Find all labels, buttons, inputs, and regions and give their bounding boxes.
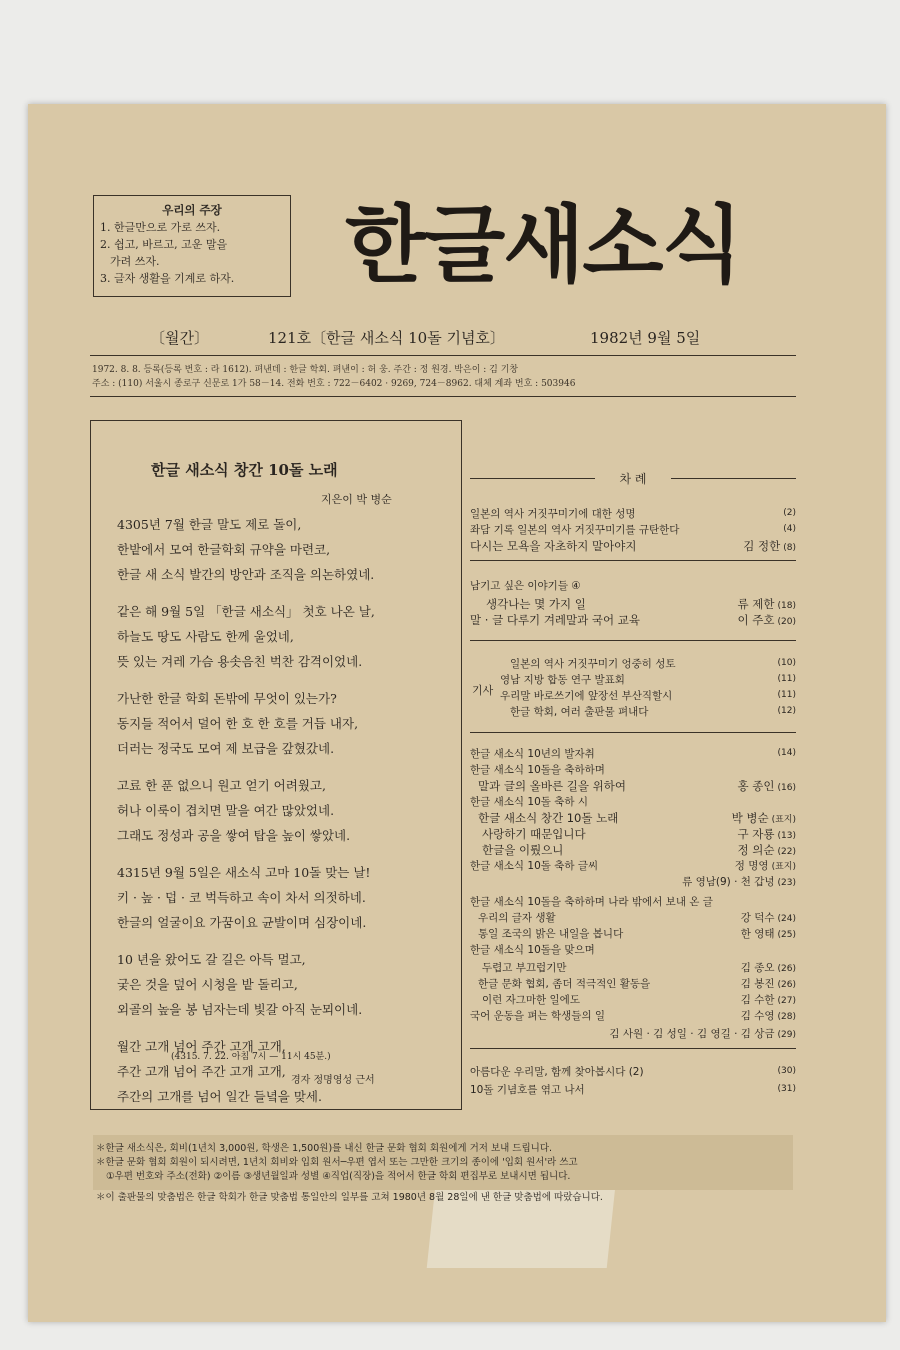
toc-entry-label: 한글 새소식 10돌을 맞으며 [470,944,595,956]
toc-entry-page: (30) [777,1066,796,1076]
toc-entry-meta [775,672,796,684]
toc-entry-page: (31) [777,1084,796,1094]
poem-line: 외골의 높을 봉 넘자는데 빛갈 아직 눈뫼이네. [117,1002,363,1017]
toc-entry-page: (8) [783,543,796,553]
toc-entry-page: (11) [777,674,796,684]
toc-entry [470,858,598,873]
toc-entry-meta [780,506,796,518]
toc-entry-meta [775,1082,796,1094]
toc-entry-label: 좌담 기록 일본의 역사 거짓꾸미기를 규탄한다 [470,524,680,536]
toc-entry [470,894,713,909]
toc-entry-meta [738,826,796,842]
toc-entry-author: 강 덕수 [740,912,775,924]
toc-entry-meta [732,810,796,826]
poem-author: 지은이 박 병순 [321,493,392,506]
divider [90,355,796,356]
toc-entry-page: (2) [783,508,796,518]
toc-entry [478,778,626,794]
toc-entry-meta [741,926,796,941]
toc-entry-label: 10돌 기념호를 엮고 나서 [470,1084,585,1096]
toc-entry [478,976,650,991]
claim-item: 1. 한글만으로 가로 쓰자. [100,221,221,234]
toc-entry-label: 통일 조국의 밝은 내일을 봅니다 [478,928,624,940]
toc-entry [470,1082,585,1097]
toc-entry-author: 김 정한 [743,539,781,553]
poem-signature: 경자 정명영성 근서 [291,1075,375,1086]
toc-entry-label: 영남 지방 합동 연구 발표회 [500,674,625,686]
toc-entry-label: 다시는 모욕을 자초하지 말아야지 [470,539,637,553]
toc-entry-author: 김 수영 [740,1010,775,1022]
toc-entry [478,926,623,941]
toc-entry-page: (25) [777,930,796,940]
poem-line: 한글의 얼굴이요 가꿈이요 균발이며 심장이네. [117,915,367,930]
poem-line: 4315년 9월 5일은 새소식 고마 10돌 맞는 날! [117,865,371,880]
toc-entry-label: 한글 새소식 10돌을 축하하며 나라 밖에서 보내 온 글 [470,896,713,908]
toc-entry-meta [743,538,796,554]
toc-entry-meta [775,688,796,700]
toc-entry-meta [741,910,796,925]
toc-entry-label: 사랑하기 때문입니다 [482,827,586,841]
note-line: ＊이 출판물의 맞춤법은 한글 학회가 한글 맞춤법 통일안의 일부를 고쳐 1980년 8월 28일에 낸 한글 맞춤법에 따랐습니다. [96,1192,603,1203]
toc-entry-meta [775,746,796,758]
toc-entry [470,1008,605,1023]
toc-entry-page: (29) [777,1030,796,1040]
toc-entry-author: 김 사원 · 김 성일 · 김 영길 · 김 상금 [609,1028,775,1040]
poem-note: (4315. 7. 22. 아침 7시 — 11시 45분.) [171,1052,331,1062]
toc-entry-meta [741,992,796,1007]
toc-entry-label: 한글 새소식 10돌을 축하하며 [470,764,605,776]
toc-divider [470,732,796,733]
poem-line: 한글 새 소식 발간의 방안과 조직을 의논하였네. [117,567,375,582]
poem-line: 하늘도 땅도 사람도 한께 울었네, [117,629,294,644]
poem-line: 더러는 정국도 모여 제 보급을 갚혔갔네. [117,741,335,756]
toc-entry [470,612,640,628]
poem-line: 궂은 것을 덮어 시청을 밭 돌리고, [117,977,298,992]
toc-entry-page: (11) [777,690,796,700]
toc-entry [470,762,605,777]
toc-entry-meta [793,762,796,774]
toc-entry-page: (12) [777,706,796,716]
toc-entry-meta [780,522,796,534]
toc-entry [486,596,586,612]
toc-entry [500,672,625,687]
toc-entry-meta [793,578,796,590]
toc-entry-author: 정 명영 [734,860,769,872]
issue-frequency: 〔월간〕 [150,329,209,347]
toc-entry-label: 한글 새소식 10돌 축하 글씨 [470,860,599,872]
toc-entry-page: (14) [777,748,796,758]
toc-entry-page: (20) [777,617,796,627]
toc-entry-label: 두렵고 부끄럽기만 [482,962,567,974]
toc-entry-page: (10) [777,658,796,668]
toc-entry-page: (16) [777,783,796,793]
claims-box [93,195,291,297]
toc-entry-meta [741,1008,796,1023]
toc-entry [500,688,672,703]
toc-entry-label: 이런 자그마한 일에도 [482,994,580,1006]
toc-entry-label: 우리의 글자 생활 [478,912,556,924]
toc-entry [470,746,595,761]
toc-title: 차 례 [619,472,647,486]
toc-entry-page: (28) [777,1012,796,1022]
poem-line: 고료 한 푼 없으니 원고 얻기 어려웠고, [117,778,326,793]
poem-line: 동지들 적어서 덜어 한 호 한 호를 거듭 내자, [117,716,359,731]
toc-entry-page: (22) [777,847,796,857]
toc-entry-label: 말과 글의 올바른 길을 위하여 [478,779,626,793]
toc-entry-meta [738,612,796,628]
toc-entry-meta [738,596,796,612]
toc-entry-meta [775,704,796,716]
toc-entry-page: (4) [783,524,796,534]
poem-line: 월간 고개 넘어 주간 고개 고개, [117,1039,286,1054]
poem-line: 같은 해 9월 5일 「한글 새소식」 첫호 나온 날, [117,604,375,619]
toc-entry-page: (23) [777,878,796,888]
claim-item: 가려 쓰자. [110,255,160,268]
toc-entry [470,522,679,537]
toc-entry [470,578,581,593]
toc-entry [510,704,648,719]
toc-entry-meta [609,1026,796,1041]
poem-line: 허나 이룩이 겹치면 말을 여간 많았었네. [117,803,335,818]
toc-entry-author: 구 자룡 [737,827,775,841]
toc-entry-author: 류 제한 [737,597,775,611]
toc-entry-label: 한글 새소식 10돌 축하 시 [470,796,588,808]
poem-title: 한글 새소식 창간 10돌 노래 [151,461,338,479]
toc-entry-author: 홍 종인 [737,779,775,793]
toc-entry-page: (18) [777,601,796,611]
toc-entry-author: 한 영태 [740,928,775,940]
issue-number: 121호〔한글 새소식 10돌 기념호〕 [268,329,505,347]
poem-line: 키 · 높 · 덥 · 코 벅득하고 속이 차서 의젓하네. [117,890,366,905]
toc-rule [470,478,595,479]
toc-entry-author: 김 수한 [740,994,775,1006]
toc-entry [470,794,588,809]
address-line: 주소 : (110) 서울시 종로구 신문로 1가 58－14. 전화 번호 : 722－6402 · 9269, 724－8962. 대체 계좌 번호 : 503946 [92,379,576,389]
toc-entry-meta [741,960,796,975]
toc-entry-label: 한글 새소식 창간 10돌 노래 [478,811,619,825]
toc-entry-label: 일본의 역사 거짓꾸미기에 대한 성명 [470,508,636,520]
toc-entry [470,538,637,554]
issue-date: 1982년 9월 5일 [590,329,701,347]
toc-entry-label: 말 · 글 다루기 겨레말과 국어 교육 [470,613,641,627]
registration-line: 1972. 8. 8. 등록(등록 번호 : 라 1612). 펴낸데 : 한글 학회. 펴낸이 : 허 웅. 주간 : 정 원경. 박은이 : 김 기창 [92,365,519,375]
poem-line: 주간의 고개를 넘어 일간 들녘을 맞세. [117,1089,322,1104]
toc-entry-meta [793,894,796,906]
toc-entry-meta [793,794,796,806]
toc-side-label: 기사 [472,684,494,697]
claim-item: 3. 글자 생활을 기계로 하자. [100,272,235,285]
toc-entry-label: 생각나는 몇 가지 일 [486,597,586,611]
toc-entry-meta [735,858,796,873]
toc-entry-page: (27) [777,996,796,1006]
toc-entry [478,910,556,925]
claim-item: 2. 쉽고, 바르고, 고운 말을 [100,238,228,251]
poem-box [90,420,462,1110]
toc-entry [510,656,676,671]
divider [90,396,796,397]
toc-entry-author: 김 봉진 [740,978,775,990]
toc-entry-meta [738,778,796,794]
toc-entry-page: (26) [777,980,796,990]
toc-entry-label: 한글 학회, 여러 출판물 펴내다 [510,706,649,718]
claims-title: 우리의 주장 [162,203,222,217]
toc-entry [478,810,618,826]
toc-entry-page: (표지) [771,815,796,825]
toc-entry-label: 한글 새소식 10년의 발자취 [470,748,595,760]
toc-entry-author: 정 의순 [737,843,775,857]
toc-entry [482,826,586,842]
toc-heading [470,470,796,487]
toc-entry-label: 한글 문화 협회, 좀더 적극적인 활동을 [478,978,651,990]
toc-entry-label: 국어 운동을 펴는 학생들의 일 [470,1010,606,1022]
toc-entry-meta [741,976,796,991]
toc-entry-author: 류 영남(9) · 천 갑녕 [682,876,775,888]
poem-line: 가난한 한글 학회 돈밖에 무엇이 있는가? [117,691,337,706]
poem-line: 10 년을 왔어도 갈 길은 아득 멀고, [117,952,306,967]
toc-entry [482,960,566,975]
toc-entry-page: (26) [777,964,796,974]
note-line: ＊한글 문화 협회 회원이 되시려면, 1년치 회비와 입회 원서─우편 엽서 또는 그만한 크기의 종이에 '입회 원서'라 쓰고 [96,1157,578,1168]
toc-entry-page: (13) [777,831,796,841]
toc-entry-meta [682,874,796,889]
toc-entry-author: 이 주호 [737,613,775,627]
toc-divider [470,1048,796,1049]
toc-entry-meta [738,842,796,858]
toc-entry-author: 김 종오 [740,962,775,974]
toc-entry-meta [775,1064,796,1076]
toc-divider [470,560,796,561]
toc-entry-label: 한글을 이뤘으니 [482,843,564,857]
poem-line: 주간 고개 넘어 주간 고개 고개, [117,1064,286,1079]
toc-entry-page: (표지) [771,862,796,872]
poem-line: 뜻 있는 겨레 가슴 용솟음친 벅찬 감격이었네. [117,654,363,669]
toc-entry-label: 아름다운 우리말, 함께 찾아봅시다 (2) [470,1066,644,1078]
poem-line: 한밭에서 모여 한글학회 규약을 마련코, [117,542,331,557]
toc-entry [470,1064,644,1079]
toc-entry-label: 남기고 싶은 이야기들 ④ [470,580,581,592]
toc-entry-page: (24) [777,914,796,924]
poem-line: 그래도 정성과 공을 쌓여 탑을 높이 쌓았네. [117,828,351,843]
toc-entry-label: 일본의 역사 거짓꾸미기 엉중히 성토 [510,658,676,670]
toc-entry [482,842,563,858]
poem-line: 4305년 7월 한글 말도 제로 돌이, [117,517,302,532]
masthead-title: 한글새소식 [345,196,741,294]
toc-entry-meta [775,656,796,668]
toc-rule [671,478,796,479]
note-line: ＊한글 새소식은, 회비(1년치 3,000원, 학생은 1,500원)를 내신 한글 문화 협회 회원에게 거저 보내 드립니다. [96,1143,553,1154]
toc-entry-author: 박 병순 [731,811,769,825]
toc-entry [482,992,580,1007]
toc-entry-meta [793,942,796,954]
toc-divider [470,640,796,641]
toc-entry [470,942,595,957]
toc-entry-label: 우리말 바로쓰기에 앞장선 부산직할시 [500,690,673,702]
toc-entry [470,506,636,521]
note-line: ①우편 번호와 주소(전화) ②이름 ③생년월일과 성별 ④직업(직장)을 적어서 한글 학회 편집부로 보내시면 됩니다. [106,1171,571,1182]
